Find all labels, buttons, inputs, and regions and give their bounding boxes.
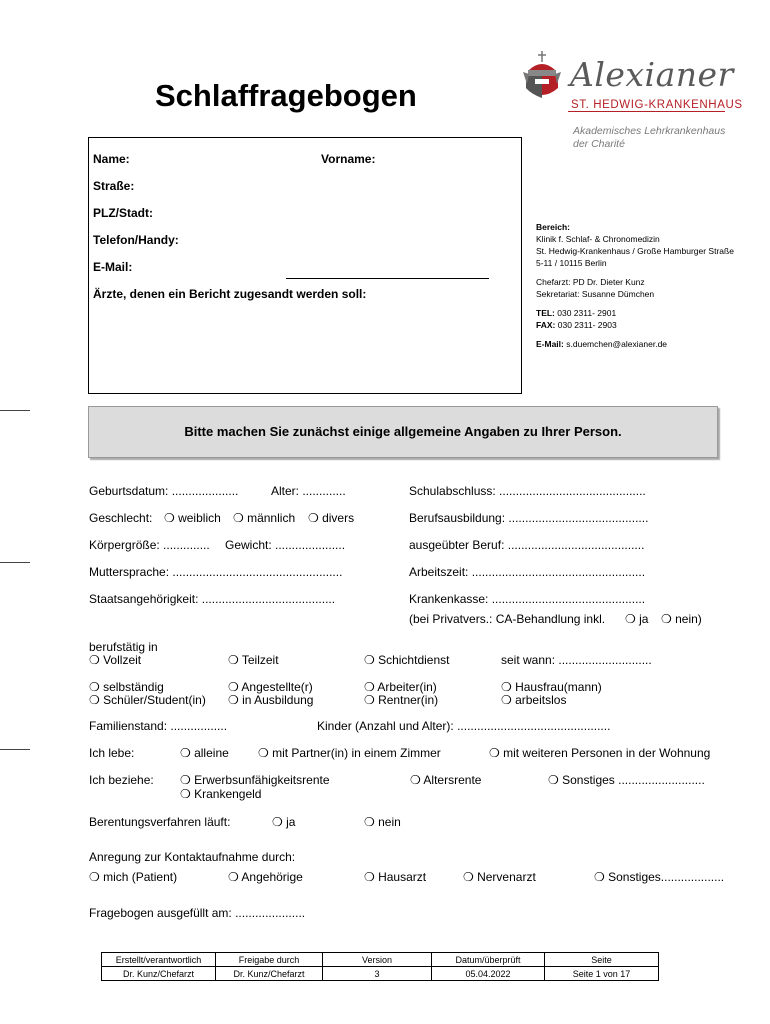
berentung-nein-radio[interactable]: ❍ nein <box>364 815 401 829</box>
schulabschluss-field[interactable]: Schulabschluss: ............................................ <box>409 484 646 498</box>
partner-radio[interactable]: ❍ mit Partner(in) in einem Zimmer <box>258 746 441 760</box>
berufsausbildung-field[interactable]: Berufsausbildung: .......................................... <box>409 511 649 525</box>
logo-tagline-1: Akademisches Lehrkrankenhaus <box>573 125 726 137</box>
berufstaetig-label: berufstätig in <box>89 640 158 654</box>
sekretariat: Sekretariat: Susanne Dümchen <box>536 289 655 299</box>
privat-ja-radio[interactable]: ❍ ja <box>625 612 649 626</box>
aerzte-label: Ärzte, denen ein Bericht zugesandt werden soll: <box>93 287 367 301</box>
table-header-cell: Seite <box>545 953 659 967</box>
margin-mark <box>0 562 30 563</box>
nervenarzt-radio[interactable]: ❍ Nervenarzt <box>463 870 536 884</box>
table-header-cell: Version <box>323 953 432 967</box>
margin-mark <box>0 749 30 750</box>
arbeitszeit-field[interactable]: Arbeitszeit: .................................................... <box>409 565 646 579</box>
margin-mark <box>0 410 30 411</box>
erwerbs-radio[interactable]: ❍ Erwerbsunfähigkeitsrente <box>180 773 330 787</box>
hausfrau-radio[interactable]: ❍ Hausfrau(mann) <box>501 680 602 694</box>
email-value: s.duemchen@alexianer.de <box>566 339 668 349</box>
gewicht-field[interactable]: Gewicht: ..................... <box>225 538 346 552</box>
instruction-banner <box>88 406 718 458</box>
bereich-label: Bereich: <box>536 222 571 232</box>
table-row <box>102 953 659 967</box>
fax-value: 030 2311- 2903 <box>557 320 617 330</box>
tel-value: 030 2311- 2901 <box>557 308 617 318</box>
page-title: Schlaffragebogen <box>155 78 417 113</box>
berentung-ja-radio[interactable]: ❍ ja <box>272 815 296 829</box>
info-block <box>536 221 734 350</box>
vorname-label: Vorname: <box>321 152 376 166</box>
alleine-radio[interactable]: ❍ alleine <box>180 746 229 760</box>
email-label: E-Mail: <box>93 260 133 274</box>
sonstiges-radio[interactable]: ❍ Sonstiges .......................... <box>548 773 705 787</box>
sonstiges2-radio[interactable]: ❍ Sonstiges................... <box>594 870 725 884</box>
document-control-table <box>101 952 659 981</box>
selbstaendig-radio[interactable]: ❍ selbständig <box>89 680 164 694</box>
mich-radio[interactable]: ❍ mich (Patient) <box>89 870 178 884</box>
table-cell: Dr. Kunz/Chefarzt <box>216 967 323 981</box>
geburtsdatum-field[interactable]: Geburtsdatum: .................... <box>89 484 239 498</box>
alter-field[interactable]: Alter: ............. <box>271 484 346 498</box>
rentner-radio[interactable]: ❍ Rentner(in) <box>364 693 439 707</box>
seitwann-field[interactable]: seit wann: ............................ <box>501 653 652 667</box>
table-header-cell: Datum/überprüft <box>432 953 545 967</box>
name-label: Name: <box>93 152 130 166</box>
table-cell: 05.04.2022 <box>432 967 545 981</box>
kinder-field[interactable]: Kinder (Anzahl und Alter): .............................................. <box>317 719 611 733</box>
fax-label: FAX: <box>536 320 556 330</box>
vollzeit-radio[interactable]: ❍ Vollzeit <box>89 653 142 667</box>
muttersprache-field[interactable]: Muttersprache: ................................................... <box>89 565 343 579</box>
strasse-label: Straße: <box>93 179 135 193</box>
anregung-label: Anregung zur Kontaktaufnahme durch: <box>89 850 296 864</box>
berentung-label: Berentungsverfahren läuft: <box>89 815 231 829</box>
banner-text: Bitte machen Sie zunächst einige allgemeine Angaben zu Ihrer Person. <box>184 424 622 439</box>
schueler-radio[interactable]: ❍ Schüler/Student(in) <box>89 693 206 707</box>
logo-subtitle: ST. HEDWIG-KRANKENHAUS <box>571 99 743 111</box>
weitere-radio[interactable]: ❍ mit weiteren Personen in der Wohnung <box>489 746 711 760</box>
lebe-label: Ich lebe: <box>89 746 135 760</box>
email-info-label: E-Mail: <box>536 339 564 349</box>
schicht-radio[interactable]: ❍ Schichtdienst <box>364 653 450 667</box>
tel-label: TEL: <box>536 308 555 318</box>
logo-tagline-2: der Charité <box>573 138 625 150</box>
ausbildung-radio[interactable]: ❍ in Ausbildung <box>228 693 314 707</box>
alexianer-emblem-icon <box>521 50 563 102</box>
table-row <box>102 967 659 981</box>
angestellte-radio[interactable]: ❍ Angestellte(r) <box>228 680 313 694</box>
info-line-3: 5-11 / 10115 Berlin <box>536 258 607 268</box>
plz-label: PLZ/Stadt: <box>93 206 153 220</box>
info-line-1: Klinik f. Schlaf- & Chronomedizin <box>536 234 660 244</box>
table-header-cell: Freigabe durch <box>216 953 323 967</box>
info-line-2: St. Hedwig-Krankenhaus / Große Hamburger Straße <box>536 246 734 256</box>
telefon-label: Telefon/Handy: <box>93 233 179 247</box>
privat-label: (bei Privatvers.: CA-Behandlung inkl. <box>409 612 606 626</box>
table-cell: Seite 1 von 17 <box>545 967 659 981</box>
beruf-field[interactable]: ausgeübter Beruf: ......................................... <box>409 538 645 552</box>
staatsangehoerigkeit-field[interactable]: Staatsangehörigkeit: ........................................ <box>89 592 336 606</box>
familienstand-field[interactable]: Familienstand: ................. <box>89 719 228 733</box>
personal-data-box <box>88 137 522 394</box>
arbeiter-radio[interactable]: ❍ Arbeiter(in) <box>364 680 437 694</box>
divers-radio[interactable]: ❍ divers <box>308 511 355 525</box>
beziehe-label: Ich beziehe: <box>89 773 154 787</box>
krankengeld-radio[interactable]: ❍ Krankengeld <box>180 787 262 801</box>
krankenkasse-field[interactable]: Krankenkasse: .............................................. <box>409 592 646 606</box>
geschlecht-label: Geschlecht: <box>89 511 153 525</box>
logo-rule <box>568 111 725 112</box>
weiblich-radio[interactable]: ❍ weiblich <box>164 511 221 525</box>
logo-tagline <box>573 125 725 151</box>
privat-nein-radio[interactable]: ❍ nein) <box>661 612 702 626</box>
hausarzt-radio[interactable]: ❍ Hausarzt <box>364 870 427 884</box>
arbeitslos-radio[interactable]: ❍ arbeitslos <box>501 693 567 707</box>
maennlich-radio[interactable]: ❍ männlich <box>233 511 296 525</box>
table-cell: 3 <box>323 967 432 981</box>
table-cell: Dr. Kunz/Chefarzt <box>102 967 216 981</box>
teilzeit-radio[interactable]: ❍ Teilzeit <box>228 653 279 667</box>
table-header-cell: Erstellt/verantwortlich <box>102 953 216 967</box>
angehoerige-radio[interactable]: ❍ Angehörige <box>228 870 303 884</box>
koerpergroesse-field[interactable]: Körpergröße: .............. <box>89 538 210 552</box>
logo-name: Alexianer <box>570 55 734 94</box>
ausgefuellt-field[interactable]: Fragebogen ausgefüllt am: ..................... <box>89 906 306 920</box>
chefarzt: Chefarzt: PD Dr. Dieter Kunz <box>536 277 645 287</box>
divider-line <box>286 278 489 279</box>
alters-radio[interactable]: ❍ Altersrente <box>410 773 482 787</box>
